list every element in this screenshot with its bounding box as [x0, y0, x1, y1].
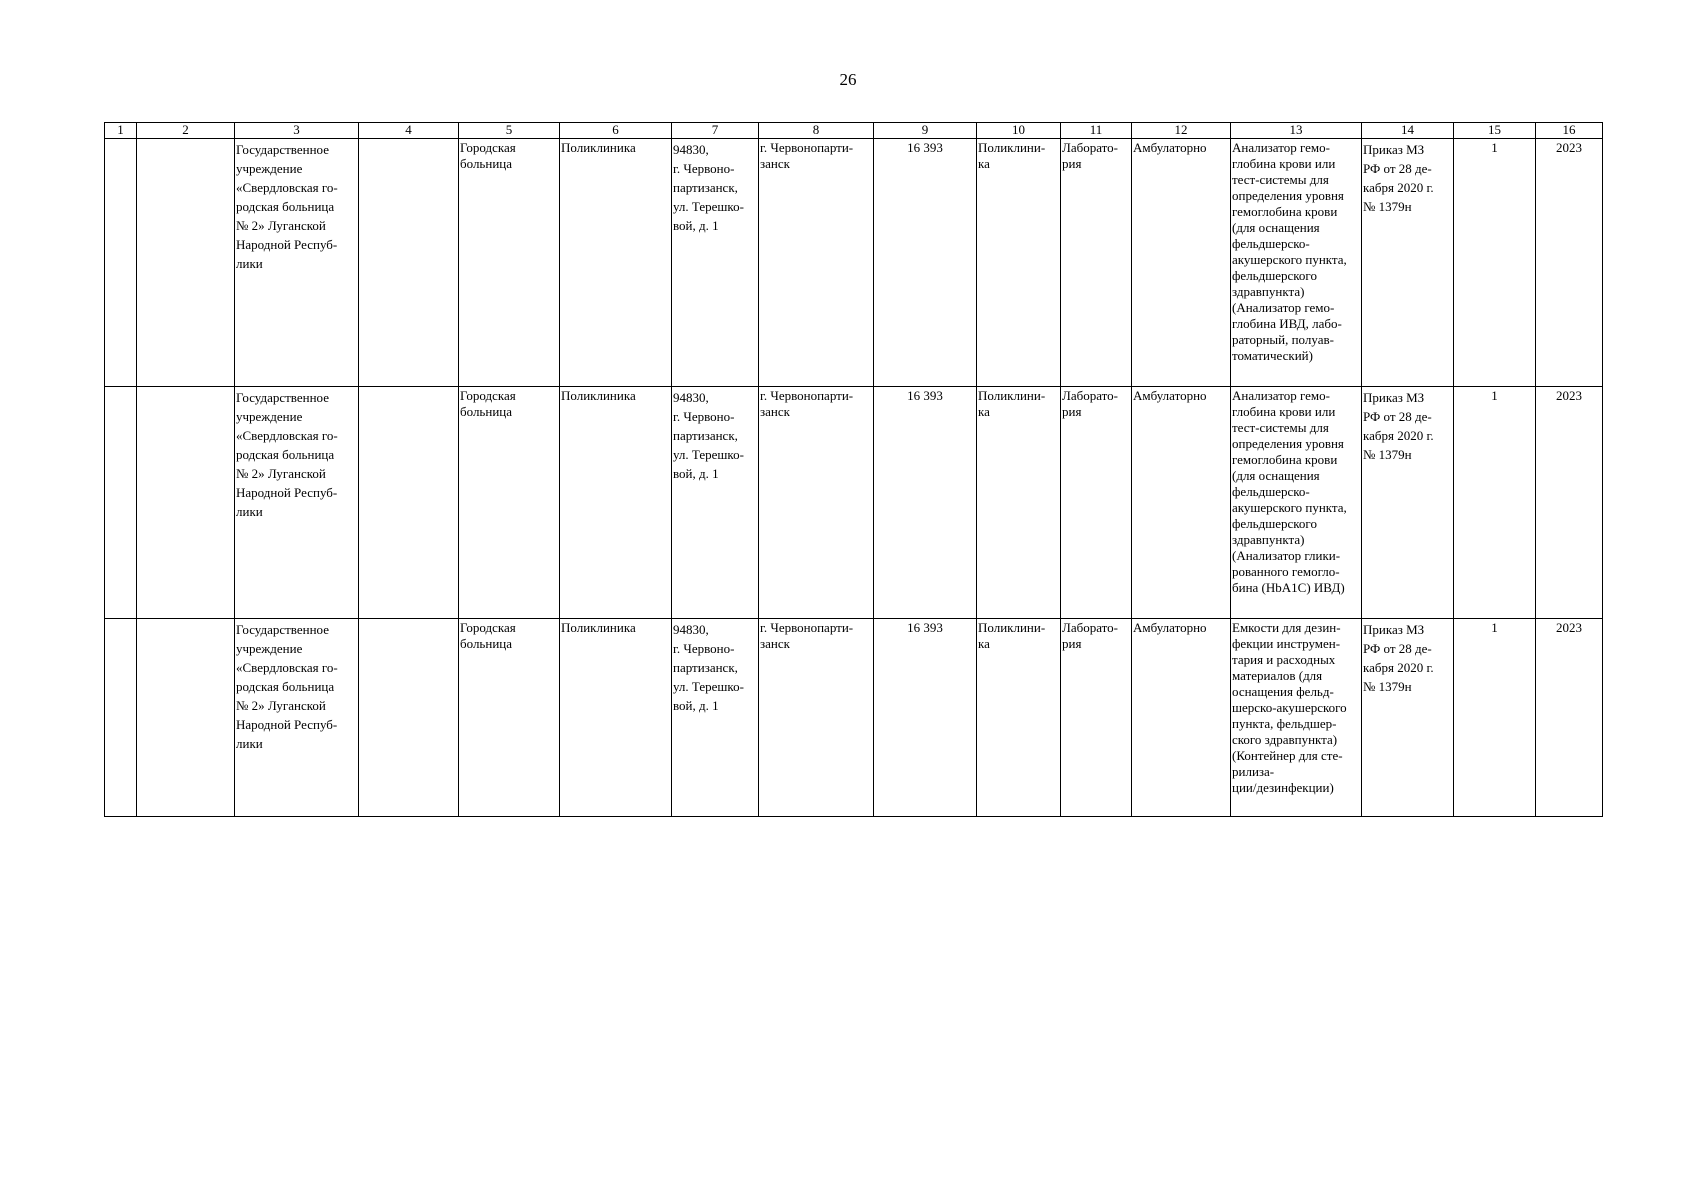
cell-col-2	[137, 619, 235, 817]
department: Поликлини- ка	[978, 388, 1046, 419]
cell-col-1	[105, 619, 137, 817]
equipment-description: Емкости для дезин- фекции инструмен- тария и расходных материалов (для оснащения фельд- шерско-акушерского пункта, фельдшер- ского здравпункта) (Контейнер для сте- рилиза- ции/дезинфекции)	[1232, 620, 1347, 795]
table-row	[105, 619, 1603, 817]
year: 2023	[1556, 388, 1582, 403]
institution-name: Государственное учреждение «Свердловская го- родская больница № 2» Луганской Народной Респуб- лики	[236, 142, 338, 271]
cell-col-14	[1362, 619, 1454, 817]
regulation: Приказ МЗ РФ от 28 де- кабря 2020 г. № 1379н	[1363, 142, 1434, 214]
cell-col-6	[560, 387, 672, 619]
address: 94830, г. Червоно- партизанск, ул. Терешко- вой, д. 1	[673, 622, 744, 713]
subdivision: Лаборато- рия	[1062, 620, 1118, 651]
population: 16 393	[907, 140, 943, 155]
subdivision: Лаборато- рия	[1062, 140, 1118, 171]
quantity: 1	[1491, 620, 1498, 635]
column-header: 10	[977, 123, 1061, 139]
column-header: 5	[459, 123, 560, 139]
regulation: Приказ МЗ РФ от 28 де- кабря 2020 г. № 1379н	[1363, 390, 1434, 462]
column-header: 3	[235, 123, 359, 139]
locality: г. Червонопарти- занск	[760, 388, 854, 419]
cell-col-15	[1454, 139, 1536, 387]
cell-col-12	[1132, 387, 1231, 619]
cell-col-5	[459, 139, 560, 387]
column-header: 4	[359, 123, 459, 139]
cell-col-3	[235, 387, 359, 619]
cell-col-8	[759, 619, 874, 817]
cell-col-4	[359, 139, 459, 387]
cell-col-11	[1061, 139, 1132, 387]
cell-col-13	[1231, 387, 1362, 619]
cell-col-9	[874, 139, 977, 387]
cell-col-9	[874, 387, 977, 619]
column-header: 12	[1132, 123, 1231, 139]
year: 2023	[1556, 620, 1582, 635]
institution-type: Городская больница	[460, 620, 516, 651]
cell-col-13	[1231, 619, 1362, 817]
cell-col-8	[759, 139, 874, 387]
column-header: 8	[759, 123, 874, 139]
cell-col-16	[1536, 139, 1603, 387]
year: 2023	[1556, 140, 1582, 155]
subdivision: Лаборато- рия	[1062, 388, 1118, 419]
cell-col-14	[1362, 139, 1454, 387]
unit-type: Поликлиника	[561, 388, 636, 403]
cell-col-6	[560, 139, 672, 387]
column-header: 1	[105, 123, 137, 139]
column-header: 9	[874, 123, 977, 139]
quantity: 1	[1491, 140, 1498, 155]
population: 16 393	[907, 388, 943, 403]
care-mode: Амбулаторно	[1133, 620, 1207, 635]
unit-type: Поликлиника	[561, 140, 636, 155]
institution-name: Государственное учреждение «Свердловская го- родская больница № 2» Луганской Народной Респуб- лики	[236, 622, 338, 751]
column-header: 16	[1536, 123, 1603, 139]
cell-col-3	[235, 619, 359, 817]
table-row	[105, 387, 1603, 619]
locality: г. Червонопарти- занск	[760, 620, 854, 651]
department: Поликлини- ка	[978, 140, 1046, 171]
cell-col-10	[977, 139, 1061, 387]
cell-col-1	[105, 139, 137, 387]
cell-col-8	[759, 387, 874, 619]
locality: г. Червонoпарти- занск	[760, 140, 854, 171]
unit-type: Поликлиника	[561, 620, 636, 635]
cell-col-3	[235, 139, 359, 387]
column-header: 7	[672, 123, 759, 139]
quantity: 1	[1491, 388, 1498, 403]
institution-name: Государственное учреждение «Свердловская го- родская больница № 2» Луганской Народной Респуб- лики	[236, 390, 338, 519]
cell-col-10	[977, 619, 1061, 817]
cell-col-12	[1132, 139, 1231, 387]
cell-col-16	[1536, 619, 1603, 817]
table-row	[105, 139, 1603, 387]
cell-col-2	[137, 387, 235, 619]
care-mode: Амбулаторно	[1133, 140, 1207, 155]
cell-col-4	[359, 387, 459, 619]
column-header: 14	[1362, 123, 1454, 139]
cell-col-15	[1454, 619, 1536, 817]
cell-col-5	[459, 387, 560, 619]
cell-col-15	[1454, 387, 1536, 619]
cell-col-14	[1362, 387, 1454, 619]
cell-col-7	[672, 619, 759, 817]
cell-col-4	[359, 619, 459, 817]
equipment-description: Анализатор гемо- глобина крови или тест-системы для определения уровня гемоглобина крови (для оснащения фельдшерско- акушерского пункта, фельдшерского здравпункта) (Анализатор глики- рованного гемогло- бина (HbA1C) ИВД)	[1232, 388, 1347, 595]
column-header: 11	[1061, 123, 1132, 139]
cell-col-12	[1132, 619, 1231, 817]
column-header: 15	[1454, 123, 1536, 139]
column-header: 6	[560, 123, 672, 139]
cell-col-7	[672, 387, 759, 619]
population: 16 393	[907, 620, 943, 635]
equipment-table	[104, 122, 1603, 817]
address: 94830, г. Червоно- партизанск, ул. Терешко- вой, д. 1	[673, 142, 744, 233]
cell-col-6	[560, 619, 672, 817]
cell-col-11	[1061, 619, 1132, 817]
cell-col-11	[1061, 387, 1132, 619]
cell-col-7	[672, 139, 759, 387]
institution-type: Городская больница	[460, 388, 516, 419]
cell-col-1	[105, 387, 137, 619]
department: Поликлини- ка	[978, 620, 1046, 651]
page-number: 26	[839, 70, 857, 89]
equipment-description: Анализатор гемо- глобина крови или тест-системы для определения уровня гемоглобина крови (для оснащения фельдшерско- акушерского пункта, фельдшерского здравпункта) (Анализатор гемо- глобина ИВД, лабо- раторный, полуав- томатический)	[1232, 140, 1347, 363]
institution-type: Городская больница	[460, 140, 516, 171]
cell-col-10	[977, 387, 1061, 619]
cell-col-5	[459, 619, 560, 817]
address: 94830, г. Червоно- партизанск, ул. Терешко- вой, д. 1	[673, 390, 744, 481]
care-mode: Амбулаторно	[1133, 388, 1207, 403]
regulation: Приказ МЗ РФ от 28 де- кабря 2020 г. № 1379н	[1363, 622, 1434, 694]
column-header: 13	[1231, 123, 1362, 139]
header-row	[105, 123, 1603, 139]
cell-col-13	[1231, 139, 1362, 387]
column-header: 2	[137, 123, 235, 139]
cell-col-9	[874, 619, 977, 817]
cell-col-16	[1536, 387, 1603, 619]
cell-col-2	[137, 139, 235, 387]
